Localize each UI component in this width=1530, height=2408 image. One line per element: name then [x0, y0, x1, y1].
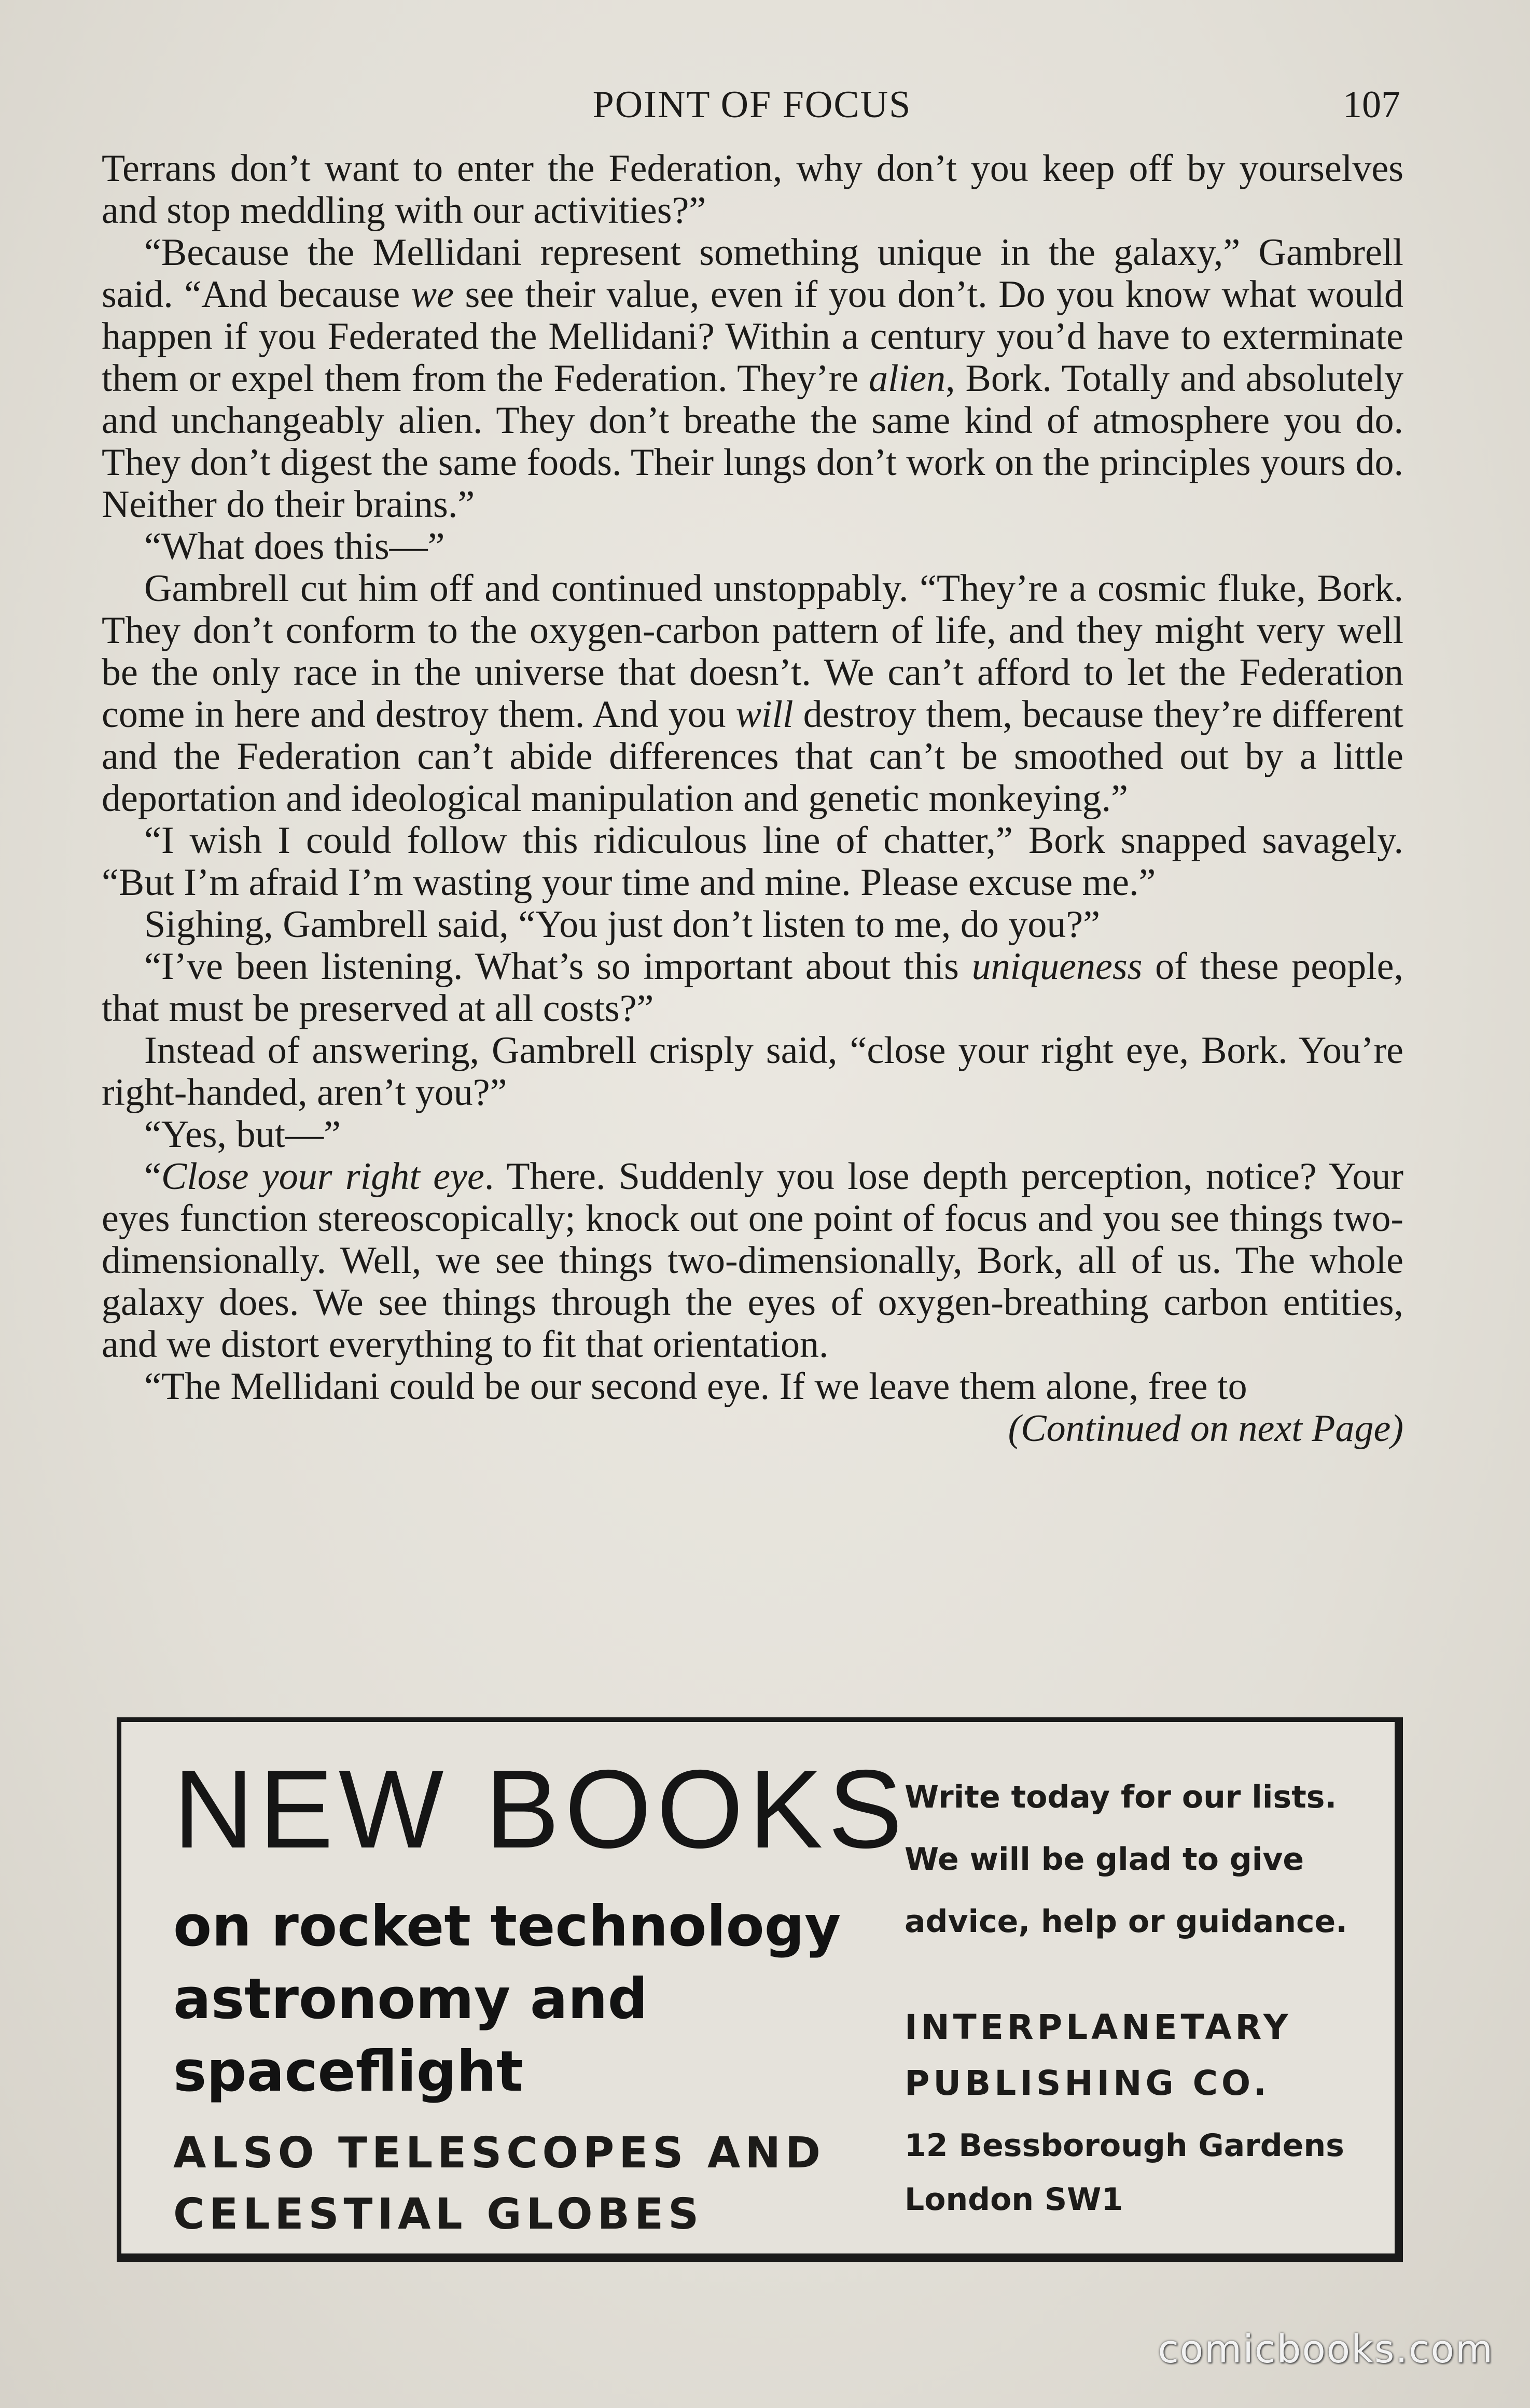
ad-subject-line: on rocket technology	[173, 1894, 841, 1959]
ad-address	[905, 2119, 1361, 2227]
text-run: Gambrell cut him off and continued unstoppably. “They’re a cosmic fluke, Bork. They don’t conform to the oxygen-carbon pattern of life, and they might very well be the only race in the universe that doesn’t. We can’t afford to let the Federation come in here and destroy them. And you	[102, 567, 1403, 736]
ad-address-line: London SW1	[905, 2181, 1123, 2218]
story-paragraph	[102, 568, 1403, 820]
text-run: “The Mellidani could be our second eye. If we leave them alone, free to	[144, 1365, 1247, 1408]
text-run: . There. Suddenly you lose depth perception, notice? Your eyes function stereoscopically; knock out one point of focus and you see things two-dimensionally. Well, we see things two-dimensionally, Bork, all of us. The whole galaxy does. We see things through the eyes of oxygen-breathing carbon entities, and we distort everything to fit that orientation.	[102, 1155, 1403, 1366]
text-run: “Yes, but—”	[144, 1113, 341, 1156]
story-paragraph	[102, 148, 1403, 232]
ad-invite-line: Write today for our lists.	[905, 1779, 1337, 1815]
site-watermark: comicbooks.com	[1158, 2327, 1494, 2372]
story-paragraph	[102, 1156, 1403, 1366]
ad-publisher-line: PUBLISHING CO.	[905, 2063, 1270, 2103]
advertisement	[117, 1717, 1403, 2262]
ad-headline: NEW BOOKS	[173, 1746, 908, 1871]
ad-address-line: 12 Bessborough Gardens	[905, 2127, 1344, 2164]
ad-subject-line: spaceflight	[173, 2039, 523, 2104]
text-run: Sighing, Gambrell said, “You just don’t listen to me, do you?”	[144, 903, 1101, 946]
ad-subject-line: astronomy and	[173, 1967, 648, 2032]
ad-left-column	[173, 1746, 951, 2245]
story-text	[102, 148, 1403, 1450]
story-paragraph	[102, 526, 1403, 568]
text-run: Terrans don’t want to enter the Federation, why don’t you keep off by yourselves and stop meddling with our activities?”	[102, 147, 1403, 232]
page-number: 107	[1343, 83, 1400, 126]
story-paragraph	[102, 1366, 1403, 1408]
page-header	[104, 83, 1400, 135]
story-paragraph	[102, 232, 1403, 526]
text-run: Instead of answering, Gambrell crisply said, “close your right eye, Bork. You’re right-handed, aren’t you?”	[102, 1029, 1403, 1114]
story-paragraph	[102, 904, 1403, 946]
ad-right-column	[905, 1766, 1361, 2227]
story-paragraph	[102, 820, 1403, 904]
ad-publisher-line: INTERPLANETARY	[905, 2007, 1292, 2047]
text-run: “I’ve been listening. What’s so important about this	[144, 945, 972, 988]
ad-also-line: ALSO TELESCOPES AND	[173, 2129, 826, 2178]
ad-invite-line: advice, help or guidance.	[905, 1903, 1348, 1940]
ad-also-offer	[173, 2123, 951, 2245]
text-run: “Because the Mellidani represent something unique in the galaxy,” Gambrell said. “And because	[102, 231, 1403, 316]
text-run: “I wish I could follow this ridiculous line of chatter,” Bork snapped savagely. “But I’m afraid I’m wasting your time and mine. Please excuse me.”	[102, 819, 1403, 904]
italic-text-run: we	[411, 273, 454, 316]
italic-text-run: will	[735, 693, 794, 736]
text-run: see their value, even if you don’t. Do you know what would happen if you Federated the Mellidani? Within a century you’d have to exterminate them or expel them from the Federation. They’re	[102, 273, 1404, 400]
running-title: POINT OF FOCUS	[592, 83, 912, 126]
story-paragraph	[102, 1114, 1403, 1156]
italic-text-run: alien	[869, 357, 946, 400]
text-run: “What does this—”	[144, 525, 445, 568]
ad-also-line: CELESTIAL GLOBES	[173, 2190, 704, 2239]
ad-invite-line: We will be glad to give	[905, 1841, 1304, 1878]
italic-text-run: uniqueness	[971, 945, 1143, 988]
ad-publisher-name	[905, 1999, 1361, 2111]
italic-text-run: Close your right eye	[161, 1155, 484, 1198]
story-paragraph	[102, 946, 1403, 1030]
text-run: destroy them, because they’re different and the Federation can’t abide differences that can’t be smoothed out by a little deportation and ideological manipulation and genetic monkeying.”	[102, 693, 1403, 820]
continued-note: (Continued on next Page)	[1008, 1407, 1403, 1450]
story-paragraph	[102, 1030, 1403, 1114]
text-run: of these people, that must be preserved at all costs?”	[102, 945, 1403, 1030]
ad-subjects	[173, 1891, 951, 2108]
ad-invitation	[905, 1766, 1361, 1953]
text-run: “	[144, 1155, 161, 1198]
text-run: , Bork. Totally and absolutely and unchangeably alien. They don’t breathe the same kind of atmosphere you do. They don’t digest the same foods. Their lungs don’t work on the principles yours do. Neither do their brains.”	[102, 357, 1404, 526]
